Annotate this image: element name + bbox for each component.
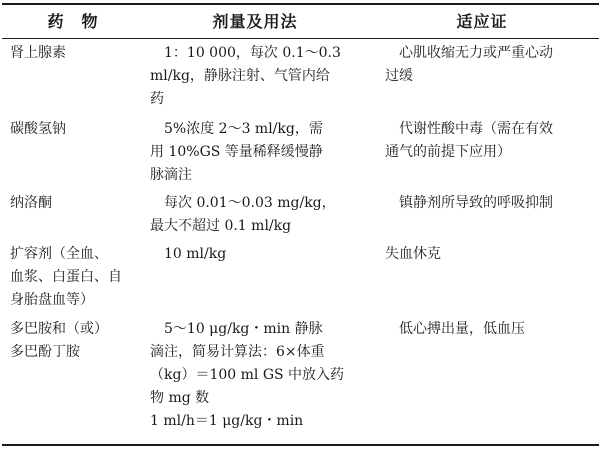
dosage-cell: （kg）＝100 ml GS 中放入药	[150, 367, 345, 383]
header-drug: 药 物	[47, 12, 99, 31]
drug-cell: 肾上腺素	[10, 45, 66, 61]
indication-cell: 失血休克	[385, 246, 441, 262]
dosage-cell: 最大不超过 0.1 ml/kg	[150, 218, 292, 234]
dosage-cell: 药	[150, 91, 164, 107]
dosage-cell: ml/kg，静脉注射、气管内给	[150, 68, 330, 84]
indication-cell: 通气的前提下应用）	[385, 144, 511, 160]
dosage-cell: 滴注，简易计算法：6×体重	[150, 344, 325, 360]
drug-cell: 纳洛酮	[10, 195, 52, 211]
table-top-rule	[2, 3, 599, 5]
drug-cell: 扩容剂（全血、	[10, 246, 108, 262]
dosage-cell: 脉滴注	[150, 167, 192, 183]
dosage-cell: 用 10%GS 等量稀释缓慢静	[150, 144, 323, 160]
indication-cell: 低心搏出量，低血压	[385, 321, 525, 337]
dosage-cell: 5～10 μg/kg・min 静脉	[150, 321, 323, 337]
drug-cell: 身胎盘血等）	[10, 292, 94, 308]
indication-cell: 心肌收缩无力或严重心动	[385, 45, 553, 61]
indication-cell: 代谢性酸中毒（需在有效	[385, 121, 553, 137]
header-indication: 适应证	[456, 12, 508, 31]
table-header-rule	[2, 38, 599, 39]
dosage-cell: 1：10 000，每次 0.1～0.3	[150, 45, 341, 61]
drug-cell: 碳酸氢钠	[10, 121, 66, 137]
drug-cell: 多巴胺和（或）	[10, 321, 108, 337]
dosage-cell: 10 ml/kg	[150, 246, 227, 262]
dosage-cell: 5%浓度 2～3 ml/kg，需	[150, 121, 323, 137]
indication-cell: 镇静剂所导致的呼吸抑制	[385, 195, 553, 211]
dosage-cell: 物 mg 数	[150, 390, 210, 406]
drug-cell: 血浆、白蛋白、自	[10, 269, 122, 285]
dosage-cell: 每次 0.01～0.03 mg/kg，	[150, 195, 336, 211]
header-dosage: 剂量及用法	[212, 12, 298, 31]
indication-cell: 过缓	[385, 68, 413, 84]
drug-cell: 多巴酚丁胺	[10, 344, 80, 360]
table-bottom-rule	[2, 444, 599, 446]
dosage-cell: 1 ml/h＝1 μg/kg・min	[150, 413, 304, 429]
